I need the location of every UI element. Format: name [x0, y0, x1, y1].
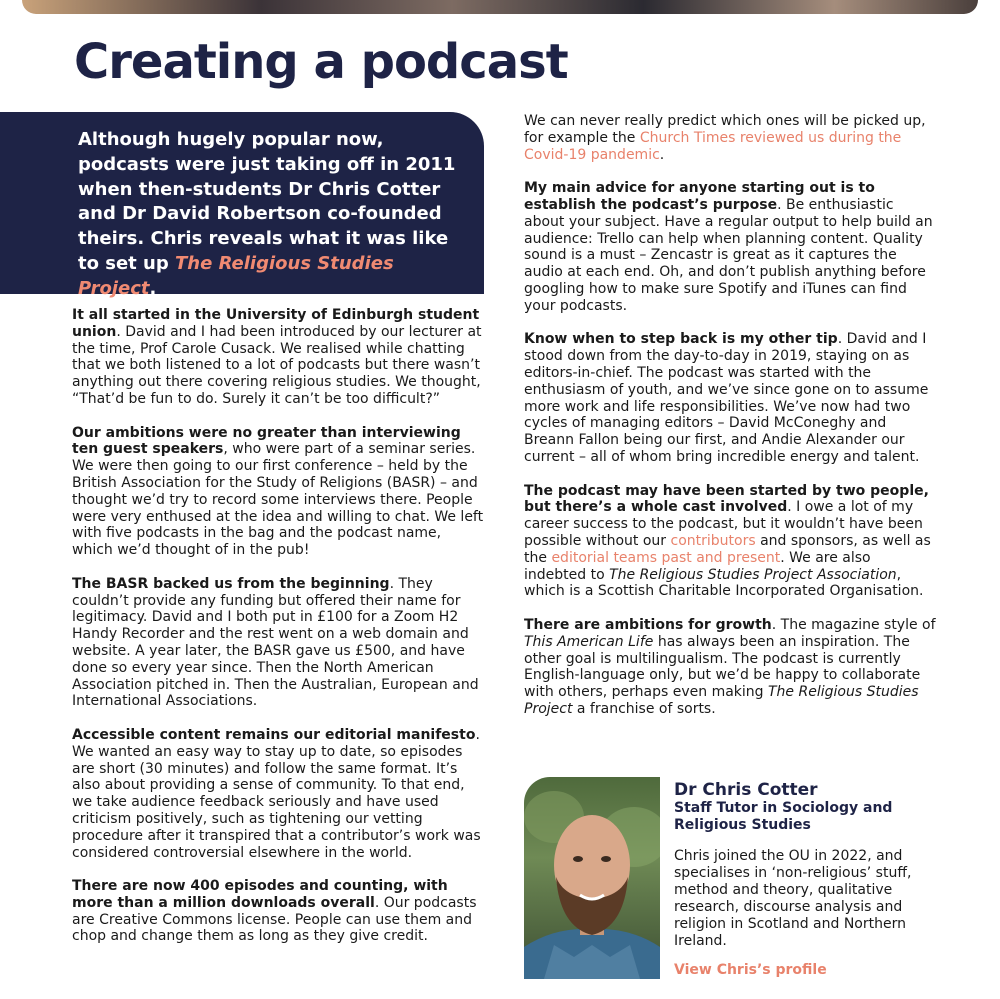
right-column	[524, 113, 936, 734]
paragraph: Our ambitions were no greater than interviewing ten guest speakers, who were part of a seminar series. We were then going to our first conference – held by the British Association for the Study of Religions (BASR) – and thought we’d try to record some interviews there. People were very enthused at the idea and willing to chat. We left with five podcasts in the bag and the podcast name, which we’d thought of in the pub!	[72, 424, 484, 559]
paragraph: There are now 400 episodes and counting, with more than a million downloads overall. Our podcasts are Creative Commons license. People can use them and chop and change them as long as they give credit.	[72, 878, 477, 945]
contributors-link[interactable]: contributors	[670, 532, 756, 549]
paragraph: My main advice for anyone starting out is to establish the podcast’s purpose. Be enthusiastic about your subject. Have a regular output to help build an audience: Trello can help when planning content. Quality sound is a must – Zencastr is great as it captures the audio at each end. Oh, and don’t publish anything before googling how to make sure Spotify and iTunes can find your podcasts.	[524, 180, 933, 314]
header-photo-strip	[22, 0, 978, 14]
author-photo	[524, 777, 660, 979]
page-title: Creating a podcast	[74, 34, 568, 90]
left-column	[72, 307, 486, 962]
author-bio	[674, 780, 944, 979]
paragraph: It all started in the University of Edinburgh student union. David and I had been introduced by our lecturer at the time, Prof Carole Cusack. We realised while chatting that we both listened to a lot of podcasts but there wasn’t anything out there covering religious studies. We thought, “That’d be fun to do. Surely it can’t be too difficult?”	[72, 307, 482, 407]
paragraph: The podcast may have been started by two people, but there’s a whole cast involved. I owe a lot of my career success to the podcast, but it wouldn’t have been possible without our contributors and sponsors, as well as the editorial teams past and present. We are also indebted to The Religious Studies Project Association, which is a Scottish Charitable Incorporated Organisation.	[524, 482, 931, 600]
church-times-link[interactable]: Church Times reviewed us during the Covid-19 pandemic	[524, 129, 902, 163]
project-name: The Religious Studies Project	[78, 252, 394, 299]
paragraph: Accessible content remains our editorial manifesto. We wanted an easy way to stay up to date, so episodes are short (30 minutes) and follow the same format. It’s also about providing a sense of community. To that end, we take audience feedback seriously and have used criticism positively, such as tightening our vetting procedure after it transpired that a contributor’s work was considered controversial elsewhere in the world.	[72, 726, 481, 861]
intro-text: Although hugely popular now, podcasts were just taking off in 2011 when then-students Dr Chris Cotter and Dr David Robertson co-founded theirs. Chris reveals what it was like to set up The Religious Studies Project.	[78, 129, 456, 299]
intro-panel	[0, 112, 484, 299]
portrait-illustration	[524, 777, 660, 979]
paragraph: Know when to step back is my other tip. David and I stood down from the day-to-day in 2019, staying on as editors-in-chief. The podcast was started with the enthusiasm of youth, and we’ve since gone on to assume more work and life responsibilities. We’ve now had two cycles of managing editors – David McConeghy and Breann Fallon being our first, and Andie Alexander our current – all of whom bring incredible energy and talent.	[524, 331, 929, 465]
paragraph: There are ambitions for growth. The magazine style of This American Life has always been an inspiration. The other goal is multilingualism. The podcast is currently English-language only, but we’d be happy to collaborate with others, perhaps even making The Religious Studies Project a franchise of sorts.	[524, 616, 936, 717]
editorial-teams-link[interactable]: editorial teams past and present	[551, 549, 781, 566]
author-description: Chris joined the OU in 2022, and specialises in ‘non-religious’ stuff, method and theory, qualitative research, discourse analysis and religion in Scotland and Northern Ireland.	[674, 848, 912, 949]
view-profile-link[interactable]: View Chris’s profile	[674, 962, 827, 978]
author-role: Staff Tutor in Sociology and Religious Studies	[674, 800, 893, 833]
author-name: Dr Chris Cotter	[674, 780, 818, 800]
paragraph: We can never really predict which ones will be picked up, for example the Church Times reviewed us during the Covid-19 pandemic.	[524, 113, 926, 163]
paragraph: The BASR backed us from the beginning. They couldn’t provide any funding but offered their name for legitimacy. David and I both put in £100 for a Zoom H2 Handy Recorder and the rest went on a web domain and website. A year later, the BASR gave us £500, and have done so every year since. Then the North American Association pitched in. Then the Australian, European and International Associations.	[72, 575, 479, 710]
